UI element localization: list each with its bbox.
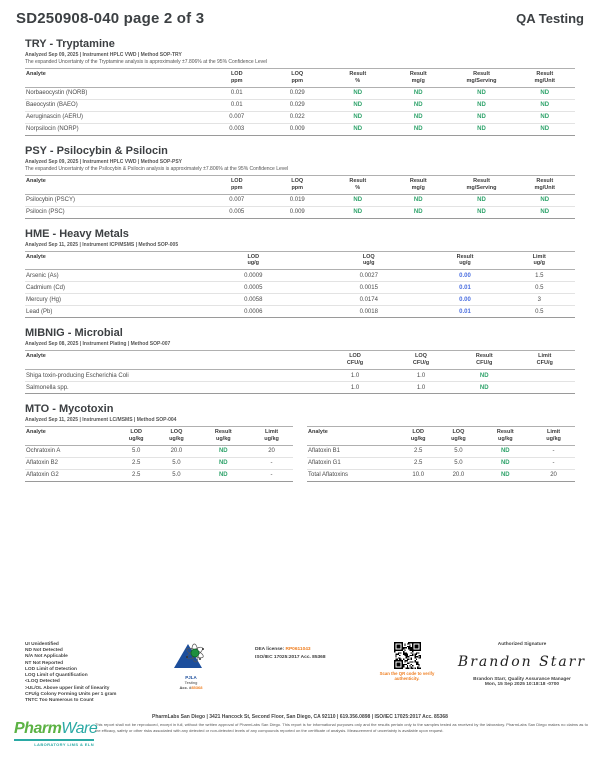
value-cell: 0.0015: [311, 282, 427, 294]
section-mibnig: [25, 327, 575, 394]
value-cell: ND: [328, 194, 389, 206]
value-cell: 1.0: [388, 382, 454, 394]
value-cell: 1.5: [504, 270, 576, 282]
value-cell: 0.0174: [311, 294, 427, 306]
column-header: [196, 251, 312, 270]
value-cell: 2.5: [398, 445, 438, 457]
table-row: [307, 469, 575, 481]
column-unit: ppm: [291, 184, 304, 191]
column-unit: ug/g: [247, 260, 260, 267]
column-label: Analyte: [26, 353, 46, 360]
column-label: Analyte: [26, 429, 46, 435]
value-cell: ND: [515, 99, 576, 111]
column-header: [427, 251, 504, 270]
value-cell: ND: [449, 99, 515, 111]
section-analysis-meta: Analyzed Sep 09, 2025 | Instrument HPLC VWD | Method SOP-TRY: [25, 52, 182, 58]
column-header: [532, 427, 575, 446]
page-header: [0, 0, 600, 27]
value-cell: ND: [197, 469, 251, 481]
column-label: LOD: [230, 177, 243, 184]
column-label: Limit: [532, 253, 546, 260]
table-row: [25, 111, 575, 123]
table-row: [25, 123, 575, 135]
table-row: [25, 457, 293, 469]
column-unit: ug/kg: [546, 435, 561, 442]
column-label: LOQ: [170, 429, 183, 435]
column-header: [504, 251, 576, 270]
legend-item: CFU/g Colony Forming Units per 1 gram: [25, 691, 117, 697]
table-row: [25, 87, 575, 99]
column-label: Analyte: [308, 429, 328, 435]
column-label: Result: [409, 177, 427, 184]
column-label: Analyte: [26, 253, 46, 260]
value-cell: 20: [532, 469, 575, 481]
uncertainty-note: The expanded Uncertainty of the Psilocybin & Psilocin analysis is approximately ±7.806% at the 95% Confidence Level: [25, 165, 289, 172]
column-unit: CFU/g: [536, 360, 553, 367]
document-title: SD250908-040 page 2 of 3: [16, 10, 205, 27]
section-analysis-meta: Analyzed Sep 11, 2025 | Instrument LC/MSMS | Method SOP-004: [25, 417, 177, 423]
table-row: [25, 469, 293, 481]
table-row: [25, 294, 575, 306]
column-label: LOD: [230, 71, 243, 77]
section-mto: [25, 403, 575, 482]
analyte-name-cell: Psilocybin (PSCY): [25, 194, 207, 206]
column-unit: mg/Serving: [466, 77, 497, 84]
legend-item: N/A Not Applicable: [25, 654, 68, 660]
value-cell: 0.009: [267, 123, 328, 135]
column-label: LOD: [130, 429, 143, 435]
pharmware-logo-pharm: Pharm: [14, 720, 62, 738]
column-label: LOQ: [415, 353, 427, 360]
value-cell: ND: [479, 469, 533, 481]
value-cell: ND: [449, 111, 515, 123]
value-cell: 0.019: [267, 194, 328, 206]
value-cell: 0.00: [427, 270, 504, 282]
table-header-row: [25, 69, 575, 88]
column-header: [398, 427, 438, 446]
section-tables: [25, 426, 575, 482]
value-cell: ND: [479, 457, 533, 469]
value-cell: 0.0006: [196, 306, 312, 318]
value-cell: 5.0: [438, 457, 478, 469]
license-block: [255, 646, 355, 661]
analyte-name-cell: Norbaeocystin (NORB): [25, 87, 207, 99]
column-header: [307, 427, 398, 446]
column-label: Result: [456, 253, 474, 260]
pharmware-logo: [14, 720, 98, 748]
value-cell: ND: [388, 206, 449, 218]
table-header-row: [25, 251, 575, 270]
pjla-org-label: PJLA: [185, 675, 197, 680]
value-cell: 0.0005: [196, 282, 312, 294]
value-cell: ND: [515, 111, 576, 123]
section-title: PSY - Psilocybin & Psilocin: [25, 144, 168, 157]
value-cell: ND: [328, 123, 389, 135]
column-label: Limit: [264, 429, 279, 435]
column-unit: CFU/g: [476, 360, 493, 367]
uncertainty-note: The expanded Uncertainty of the Tryptamine analysis is approximately ±7.806% at the 95% Confidence Level: [25, 59, 268, 65]
column-label: Analyte: [26, 177, 46, 184]
column-label: Result: [349, 177, 367, 184]
column-header: [322, 351, 388, 370]
section-tables: [25, 350, 575, 394]
analyte-name-cell: Lead (Pb): [25, 306, 196, 318]
column-label: Result: [536, 177, 554, 184]
value-cell: ND: [388, 194, 449, 206]
column-unit: mg/g: [411, 77, 425, 84]
section-analysis-meta: Analyzed Sep 08, 2025 | Instrument Plating | Method SOP-007: [25, 341, 171, 348]
value-cell: 1.0: [322, 370, 388, 382]
abbreviation-legend: [25, 642, 143, 704]
column-header: [449, 69, 515, 88]
column-unit: ug/g: [362, 260, 375, 267]
value-cell: 0.5: [504, 306, 576, 318]
column-header: [156, 427, 196, 446]
pjla-accreditation-block: [165, 642, 217, 690]
value-cell: 0.007: [207, 194, 268, 206]
section-title: MTO - Mycotoxin: [25, 403, 114, 415]
value-cell: 0.029: [267, 87, 328, 99]
value-cell: ND: [328, 206, 389, 218]
section-tables: [25, 175, 575, 219]
value-cell: 0.01: [427, 306, 504, 318]
column-unit: CFU/g: [412, 360, 430, 367]
signature-handwriting: Brandon Starr: [457, 654, 587, 670]
column-header: [25, 351, 322, 370]
column-header: [328, 175, 389, 194]
column-unit: ug/g: [459, 260, 471, 267]
analyte-name-cell: Salmonella spp.: [25, 382, 322, 394]
value-cell: [515, 382, 576, 394]
legend-item: LOQ Limit of Quantification: [25, 673, 88, 679]
value-cell: ND: [388, 123, 449, 135]
value-cell: ND: [515, 87, 576, 99]
analyte-table: [25, 350, 575, 394]
analyte-table: [25, 426, 293, 482]
legend-item: TNTC Too Numerous to Count: [25, 698, 94, 704]
value-cell: 20.0: [438, 469, 478, 481]
legend-item: >UL/OL Above upper limit of linearity: [25, 685, 110, 691]
section-tables: [25, 251, 575, 319]
value-cell: -: [250, 457, 293, 469]
pharmware-tagline: LABORATORY LIMS & ELN: [34, 742, 94, 748]
disclaimer-text: This report shall not be reproduced, except in full, without the written approval of PharmLabs San Diego. This report is for informational purposes only and the results pertain only to the samples tested as received by the laboratory. PharmLabs San Diego makes no claims as to the efficacy, safety or other risks associated with any detected or non-detected levels of any compounds reported on the certificate of analysis. Measurement of uncertainty is available upon request.: [95, 722, 588, 733]
column-unit: ppm: [230, 77, 243, 84]
signature-timestamp: Mon, 15 Sep 2025 10:18:18 -0700: [484, 682, 560, 687]
value-cell: ND: [479, 445, 533, 457]
column-header: [197, 427, 251, 446]
value-cell: ND: [388, 111, 449, 123]
value-cell: 0.0009: [196, 270, 312, 282]
section-title: TRY - Tryptamine: [25, 38, 115, 50]
legend-item: LOD Limit of Detection: [25, 666, 77, 672]
analyte-table: [25, 68, 575, 136]
authorized-signature-label: Authorized Signature: [497, 642, 547, 647]
value-cell: 20.0: [156, 445, 196, 457]
legend-item: NT Not Reported: [25, 660, 64, 666]
table-header-row: [25, 175, 575, 194]
column-header: [267, 175, 328, 194]
analyte-table: [25, 175, 575, 219]
value-cell: 1.0: [388, 370, 454, 382]
column-unit: ug/kg: [169, 435, 184, 442]
column-label: LOD: [349, 353, 361, 360]
column-unit: ug/kg: [128, 435, 144, 442]
signature-block: [443, 642, 600, 687]
value-cell: 1.0: [322, 382, 388, 394]
column-header: [479, 427, 533, 446]
column-header: [250, 427, 293, 446]
legend-item: UI Unidentified: [25, 642, 59, 647]
analyte-name-cell: Ochratoxin A: [25, 445, 116, 457]
legend-item: ND Not Detected: [25, 648, 63, 654]
pjla-logo-icon: [173, 642, 209, 669]
sections: [0, 27, 600, 482]
column-label: LOQ: [291, 177, 304, 184]
column-unit: ug/kg: [451, 435, 466, 442]
column-unit: mg/g: [411, 184, 425, 191]
pjla-sub-label: Testing: [184, 680, 198, 685]
value-cell: ND: [449, 206, 515, 218]
page-footer: [0, 642, 600, 748]
section-psy: [25, 145, 575, 219]
column-label: Result: [496, 429, 514, 435]
section-hme: [25, 228, 575, 319]
table-row: [307, 457, 575, 469]
qa-testing-label: QA Testing: [516, 11, 584, 26]
column-header: [388, 351, 454, 370]
dea-license-line: DEA license: RP0611043: [255, 647, 311, 652]
column-unit: ppm: [291, 77, 304, 84]
column-header: [515, 351, 576, 370]
table-row: [25, 206, 575, 218]
value-cell: ND: [454, 370, 515, 382]
column-header: [388, 69, 449, 88]
column-header: [25, 427, 116, 446]
section-analysis-meta: Analyzed Sep 09, 2025 | Instrument HPLC VWD | Method SOP-PSY: [25, 158, 182, 165]
analyte-table: [307, 426, 575, 482]
column-header: [25, 175, 207, 194]
value-cell: 10.0: [398, 469, 438, 481]
value-cell: ND: [449, 194, 515, 206]
value-cell: ND: [197, 457, 251, 469]
column-header: [25, 251, 196, 270]
analyte-name-cell: Aeruginascin (AERU): [25, 111, 207, 123]
column-unit: ug/kg: [497, 435, 513, 442]
value-cell: ND: [454, 382, 515, 394]
iso-accreditation-line: ISO/IEC 17025:2017 Acc. 85368: [255, 654, 326, 660]
column-header: [267, 69, 328, 88]
table-row: [307, 445, 575, 457]
analyte-name-cell: Cadmium (Cd): [25, 282, 196, 294]
value-cell: 2.5: [116, 457, 156, 469]
column-label: Result: [409, 71, 427, 77]
column-label: LOD: [412, 429, 425, 435]
value-cell: 0.0018: [311, 306, 427, 318]
value-cell: 0.029: [267, 99, 328, 111]
qr-code-icon: [394, 642, 421, 669]
pjla-accreditation-number: Acc. #85368: [179, 685, 203, 690]
value-cell: 0.005: [207, 206, 268, 218]
legend-item: <LOQ Detected: [25, 679, 60, 685]
analyte-name-cell: Aflatoxin G1: [307, 457, 398, 469]
section-analysis-meta: Analyzed Sep 11, 2025 | Instrument ICP/MSMS | Method SOP-005: [25, 241, 179, 248]
table-row: [25, 282, 575, 294]
column-label: LOD: [247, 253, 260, 260]
section-title: MIBNIG - Microbial: [25, 327, 123, 340]
table-header-row: [25, 427, 293, 446]
column-label: LOQ: [452, 429, 465, 435]
column-header: [25, 69, 207, 88]
analyte-name-cell: Aflatoxin G2: [25, 469, 116, 481]
qr-caption: Scan the QR code to verify authenticity.: [379, 671, 435, 681]
value-cell: 2.5: [116, 469, 156, 481]
value-cell: ND: [197, 445, 251, 457]
value-cell: 5.0: [156, 469, 196, 481]
qr-block: [371, 642, 443, 681]
table-row: [25, 99, 575, 111]
value-cell: ND: [515, 194, 576, 206]
column-unit: mg/Unit: [534, 184, 555, 191]
value-cell: 3: [504, 294, 576, 306]
column-unit: CFU/g: [346, 360, 364, 367]
column-header: [328, 69, 389, 88]
column-header: [207, 175, 268, 194]
value-cell: 0.00: [427, 294, 504, 306]
column-header: [515, 69, 576, 88]
value-cell: ND: [328, 87, 389, 99]
column-unit: ug/kg: [264, 435, 279, 442]
value-cell: ND: [449, 87, 515, 99]
column-unit: %: [355, 184, 361, 191]
column-label: LOQ: [362, 253, 375, 260]
analyte-name-cell: Norpsilocin (NORP): [25, 123, 207, 135]
dea-license-number: RP0611043: [285, 647, 311, 652]
table-header-row: [307, 427, 575, 446]
column-label: Result: [475, 353, 493, 360]
column-header: [207, 69, 268, 88]
column-unit: ppm: [230, 184, 243, 191]
pharmware-logo-ware: Ware: [61, 720, 98, 738]
value-cell: -: [532, 457, 575, 469]
section-tables: [25, 68, 575, 136]
section-try: [25, 38, 575, 136]
column-label: Result: [536, 71, 554, 77]
section-title: HME - Heavy Metals: [25, 227, 129, 240]
value-cell: 0.01: [207, 87, 268, 99]
value-cell: 0.0027: [311, 270, 427, 282]
table-row: [25, 270, 575, 282]
column-unit: %: [355, 77, 361, 84]
value-cell: 0.022: [267, 111, 328, 123]
value-cell: ND: [449, 123, 515, 135]
value-cell: 0.007: [207, 111, 268, 123]
analyte-table: [25, 251, 575, 319]
table-row: [25, 382, 575, 394]
table-row: [25, 445, 293, 457]
table-header-row: [25, 351, 575, 370]
value-cell: ND: [388, 99, 449, 111]
column-header: [454, 351, 515, 370]
value-cell: 5.0: [438, 445, 478, 457]
column-unit: ug/g: [533, 260, 546, 267]
value-cell: ND: [515, 206, 576, 218]
column-header: [515, 175, 576, 194]
column-unit: mg/Serving: [466, 184, 497, 191]
column-label: Result: [473, 71, 490, 77]
column-unit: mg/Unit: [534, 77, 555, 84]
column-label: LOQ: [291, 71, 304, 77]
column-header: [388, 175, 449, 194]
value-cell: 0.003: [207, 123, 268, 135]
analyte-name-cell: Baeocystin (BAEO): [25, 99, 207, 111]
value-cell: [515, 370, 576, 382]
column-label: Limit: [538, 353, 552, 360]
table-row: [25, 370, 575, 382]
value-cell: 5.0: [156, 457, 196, 469]
value-cell: 2.5: [398, 457, 438, 469]
value-cell: -: [532, 445, 575, 457]
column-header: [311, 251, 427, 270]
analyte-name-cell: Aflatoxin B1: [307, 445, 398, 457]
column-label: Result: [473, 177, 490, 184]
analyte-name-cell: Aflatoxin B2: [25, 457, 116, 469]
analyte-name-cell: Mercury (Hg): [25, 294, 196, 306]
value-cell: 5.0: [116, 445, 156, 457]
column-header: [449, 175, 515, 194]
column-unit: ug/kg: [410, 435, 426, 442]
value-cell: 0.01: [427, 282, 504, 294]
value-cell: 0.5: [504, 282, 576, 294]
value-cell: 0.01: [207, 99, 268, 111]
analyte-name-cell: Psilocin (PSC): [25, 206, 207, 218]
column-label: Limit: [546, 429, 561, 435]
analyte-name-cell: Total Aflatoxins: [307, 469, 398, 481]
column-header: [438, 427, 478, 446]
table-row: [25, 306, 575, 318]
column-label: Analyte: [26, 71, 46, 77]
column-unit: ug/kg: [215, 435, 231, 442]
signer-name-title: Brandon Starr, Quality Assurance Manager: [473, 677, 571, 682]
analyte-name-cell: Arsenic (As): [25, 270, 196, 282]
column-label: Result: [349, 71, 367, 77]
value-cell: -: [250, 469, 293, 481]
value-cell: ND: [388, 87, 449, 99]
value-cell: ND: [328, 99, 389, 111]
value-cell: 20: [250, 445, 293, 457]
table-row: [25, 194, 575, 206]
analyte-name-cell: Shiga toxin-producing Escherichia Coli: [25, 370, 322, 382]
lab-address-line: PharmLabs San Diego | 3421 Hancock St, Second Floor, San Diego, CA 92110 | 619.356.0898 | ISO/IEC 17025:2017 Acc. 85368: [152, 714, 448, 721]
column-label: Result: [214, 429, 232, 435]
value-cell: ND: [515, 123, 576, 135]
value-cell: 0.0058: [196, 294, 312, 306]
value-cell: ND: [328, 111, 389, 123]
column-header: [116, 427, 156, 446]
value-cell: 0.009: [267, 206, 328, 218]
